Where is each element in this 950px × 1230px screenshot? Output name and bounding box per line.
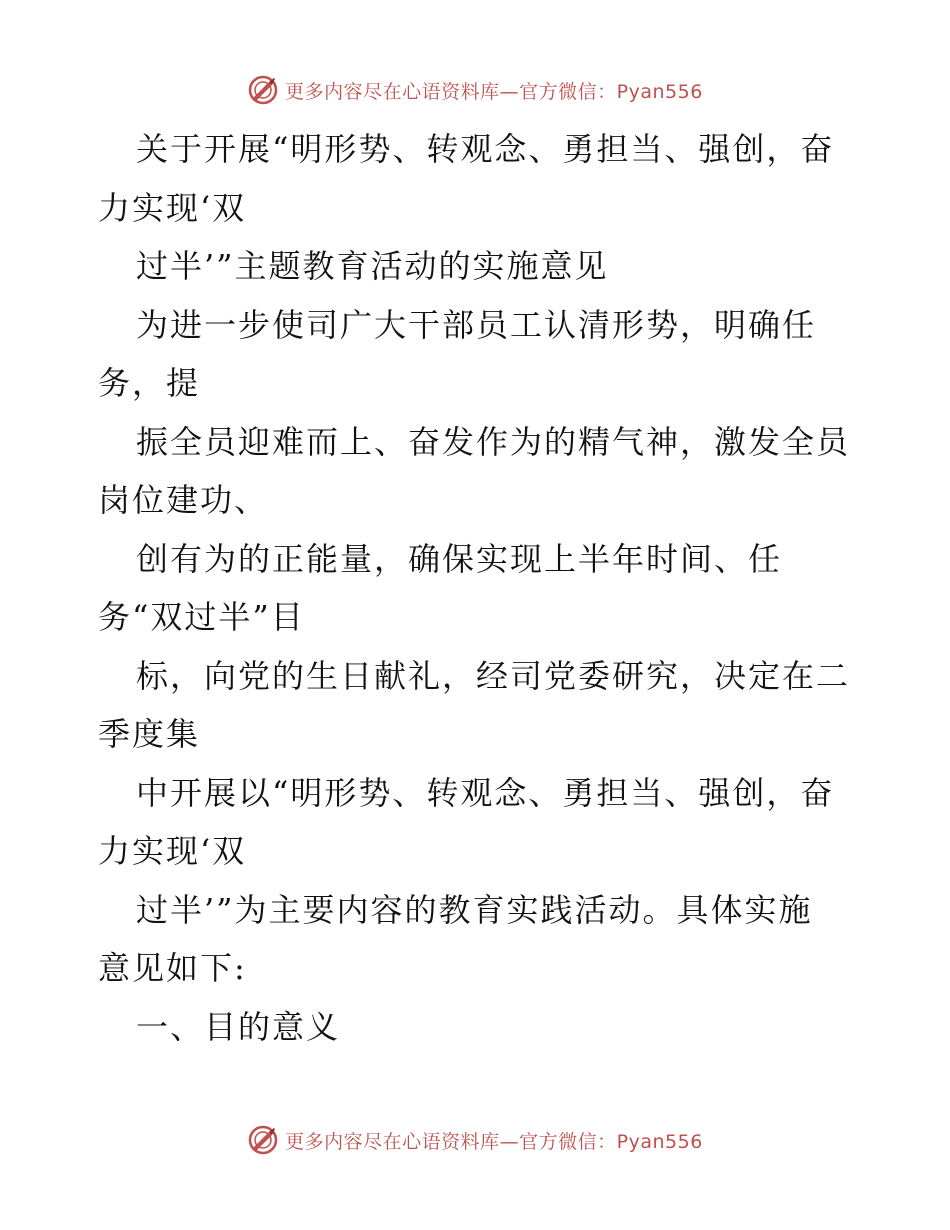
seal-logo-icon bbox=[247, 1124, 279, 1156]
text-line: 力实现‘双 bbox=[98, 832, 247, 870]
text-line: 关于开展“明形势、转观念、勇担当、强创，奋 bbox=[136, 130, 835, 168]
document-body bbox=[98, 120, 858, 1056]
text-line: 振全员迎难而上、奋发作为的精气神，激发全员 bbox=[136, 422, 851, 461]
header-watermark bbox=[0, 70, 950, 110]
text-line: 为进一步使司广大干部员工认清形势，明确任 bbox=[136, 305, 817, 344]
text-line: 创有为的正能量，确保实现上半年时间、任 bbox=[136, 539, 783, 578]
text-line: 务，提 bbox=[98, 364, 201, 402]
text-line: 过半’”主题教育活动的实施意见 bbox=[136, 247, 609, 285]
seal-logo-icon bbox=[247, 74, 279, 106]
watermark-text: 更多内容尽在心语资料库—官方微信：Pyan556 bbox=[285, 1130, 703, 1153]
footer-watermark bbox=[0, 1120, 950, 1160]
watermark-text: 更多内容尽在心语资料库—官方微信：Pyan556 bbox=[285, 80, 703, 103]
text-line: 一、目的意义 bbox=[136, 1007, 341, 1046]
text-line: 意见如下: bbox=[98, 949, 247, 987]
text-line: 岗位建功、 bbox=[98, 481, 269, 519]
text-line: 务“双过半”目 bbox=[98, 598, 305, 636]
text-line: 过半’”为主要内容的教育实践活动。具体实施 bbox=[136, 890, 813, 929]
text-line: 力实现‘双 bbox=[98, 188, 247, 227]
text-line: 标，向党的生日献礼，经司党委研究，决定在二 bbox=[136, 656, 851, 695]
text-line: 季度集 bbox=[98, 715, 201, 753]
text-line: 中开展以“明形势、转观念、勇担当、强创，奋 bbox=[136, 773, 835, 812]
